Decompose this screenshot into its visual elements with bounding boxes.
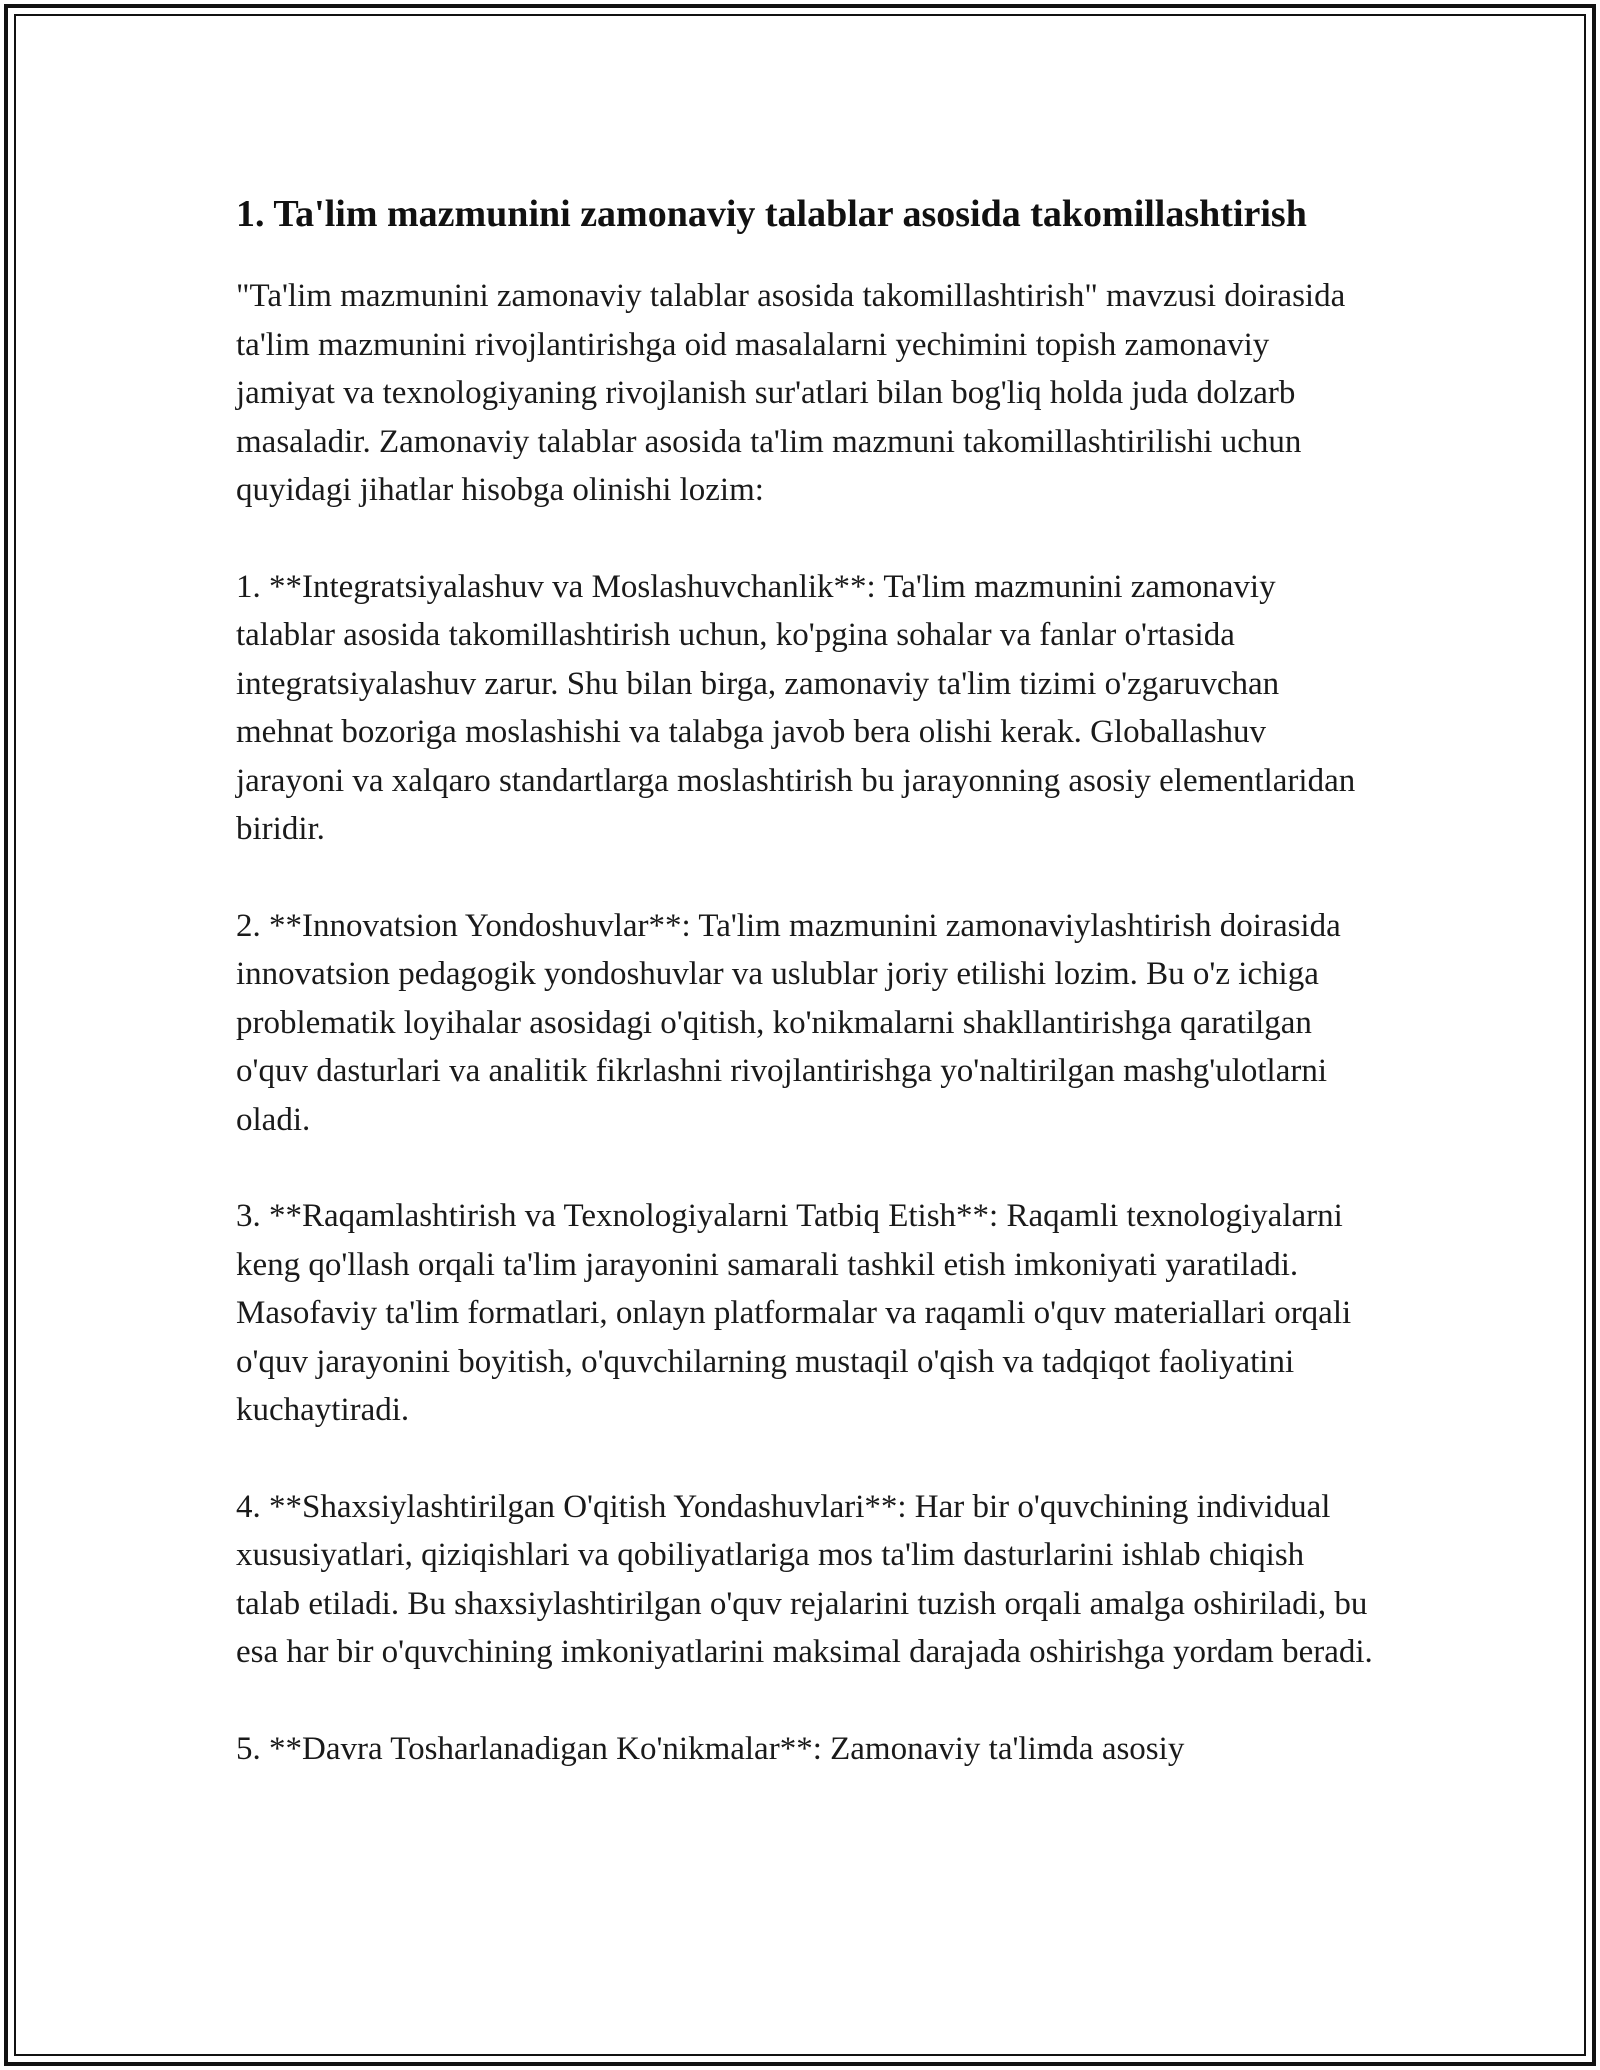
document-heading: 1. Ta'lim mazmunini zamonaviy talablar asosida takomillashtirish [236, 193, 1307, 235]
document-body [236, 186, 1376, 1821]
intro-paragraph: "Ta'lim mazmunini zamonaviy talablar asosida takomillashtirish" mavzusi doirasida ta'lim mazmunini rivojlantirishga oid masalalarni yechimini topish zamonaviy jamiyat va texnologiyaning rivojlanish sur'atlari bilan bog'liq holda juda dolzarb masaladir. Zamonaviy talablar asosida ta'lim mazmuni takomillashtirilishi uchun quyidagi jihatlar hisobga olinishi lozim: [236, 278, 1346, 508]
paragraph-item-4: 4. **Shaxsiylashtirilgan O'qitish Yondashuvlari**: Har bir o'quvchining individual xususiyatlari, qiziqishlari va qobiliyatlariga mos ta'lim dasturlarini ishlab chiqish talab etiladi. Bu shaxsiylashtirilgan o'quv rejalarini tuzish orqali amalga oshiriladi, bu esa har bir o'quvchining imkoniyatlarini maksimal darajada oshirishga yordam beradi. [236, 1488, 1373, 1670]
paragraph-item-1: 1. **Integratsiyalashuv va Moslashuvchanlik**: Ta'lim mazmunini zamonaviy talablar asosida takomillashtirish uchun, ko'pgina sohalar va fanlar o'rtasida integratsiyalashuv zarur. Shu bilan birga, zamonaviy ta'lim tizimi o'zgaruvchan mehnat bozoriga moslashishi va talabga javob bera olishi kerak. Globallashuv jarayoni va xalqaro standartlarga moslashtirish bu jarayonning asosiy elementlaridan biridir. [236, 568, 1356, 847]
paragraph-item-2: 2. **Innovatsion Yondoshuvlar**: Ta'lim mazmunini zamonaviylashtirish doirasida innovatsion pedagogik yondoshuvlar va uslublar joriy etilishi lozim. Bu o'z ichiga problematik loyihalar asosidagi o'qitish, ko'nikmalarni shakllantirishga qaratilgan o'quv dasturlari va analitik fikrlashni rivojlantirishga yo'naltirilgan mashg'ulotlarni oladi. [236, 907, 1341, 1138]
paragraph-item-5: 5. **Davra Tosharlanadigan Ko'nikmalar**: Zamonaviy ta'limda asosiy [236, 1730, 1185, 1767]
paragraph-item-3: 3. **Raqamlashtirish va Texnologiyalarni Tatbiq Etish**: Raqamli texnologiyalarni keng qo'llash orqali ta'lim jarayonini samarali tashkil etish imkoniyati yaratiladi. Masofaviy ta'lim formatlari, onlayn platformalar va raqamli o'quv materiallari orqali o'quv jarayonini boyitish, o'quvchilarning mustaqil o'qish va tadqiqot faoliyatini kuchaytiradi. [236, 1198, 1352, 1428]
